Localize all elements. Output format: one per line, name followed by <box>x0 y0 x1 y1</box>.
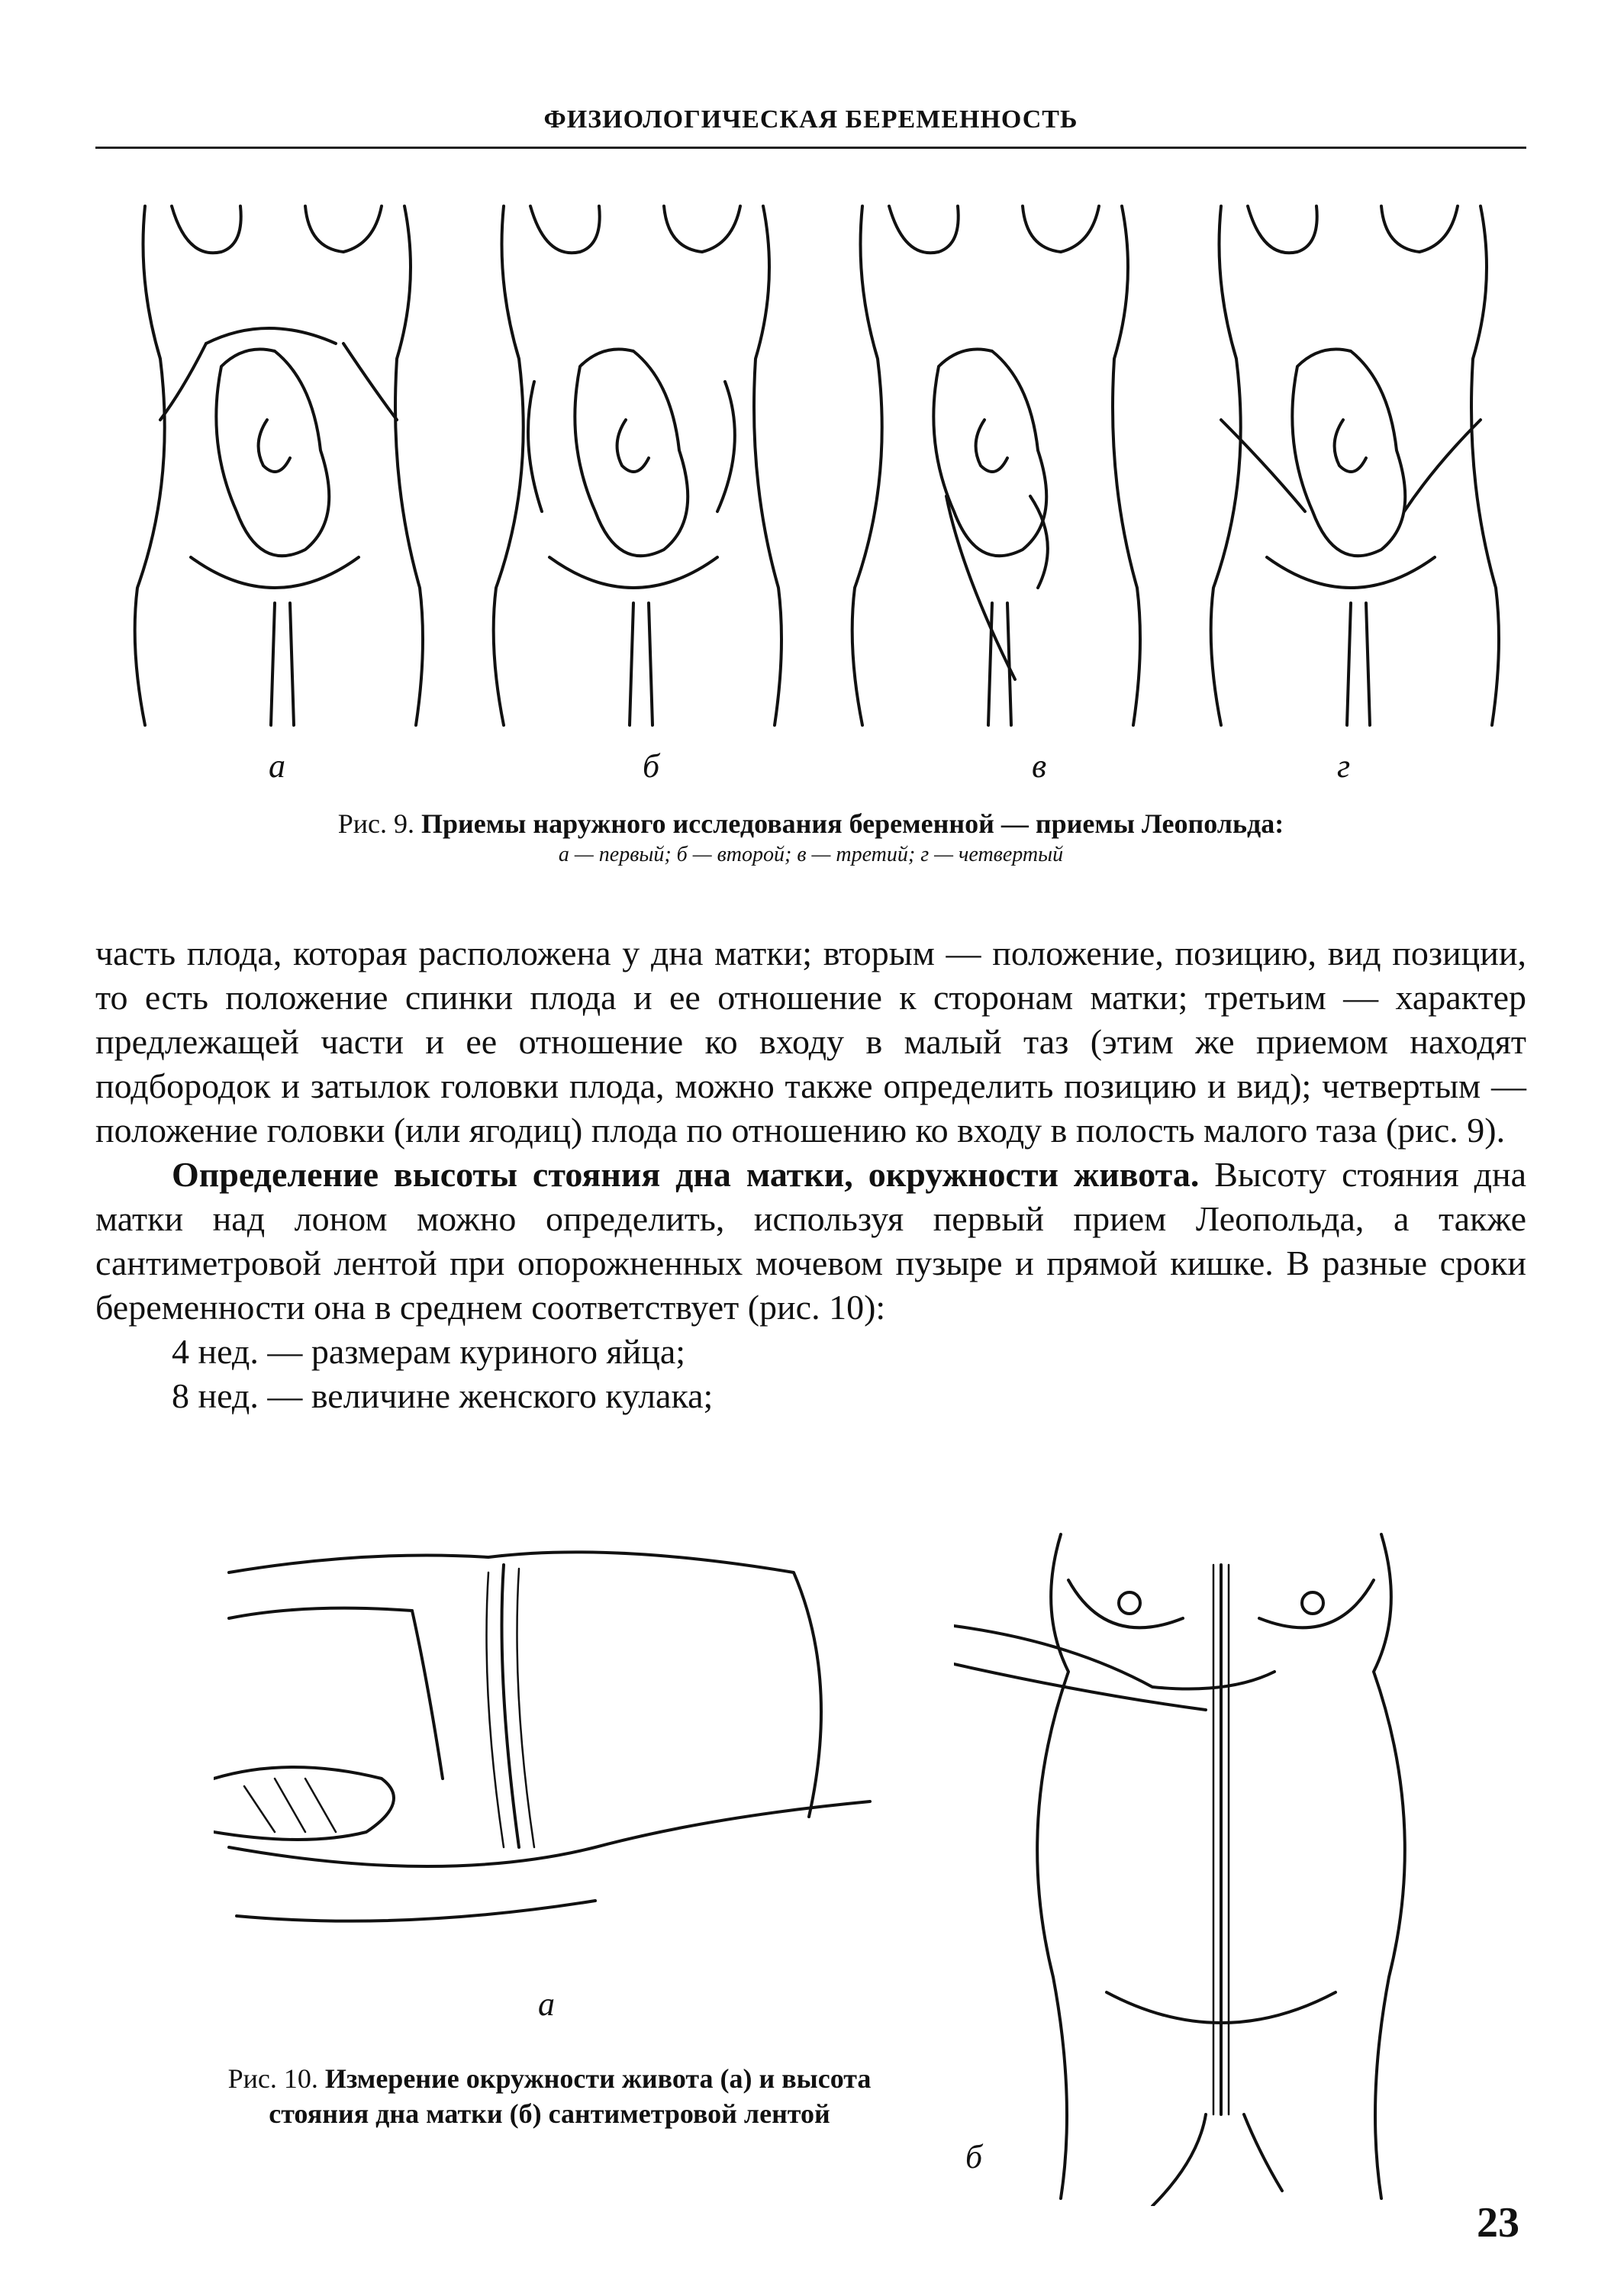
figure-10-caption-prefix: Рис. 10. <box>227 2063 318 2094</box>
figure-9-label-a: а <box>269 747 285 785</box>
paragraph-2-text: Высоту стояния дна матки над лоном можно определить, используя первый прием Леопольда, а также сантиметровой лентой при опорожненных мочевом пузыре и прямой кишке. В разные сроки беременности она в среднем соответствует (рис. 10): <box>95 1155 1527 1327</box>
figure-9-caption-detail: а — первый; б — второй; в — третий; г — четвертый <box>558 843 1064 866</box>
figure-10b-illustration <box>954 1519 1488 2206</box>
paragraph-2 <box>95 1153 1526 1330</box>
figure-10-label-a: а <box>538 1985 555 2023</box>
figure-9-label-g: г <box>1337 747 1351 785</box>
figure-10-caption <box>198 2061 901 2131</box>
figure-10-caption-title: Измерение окружности живота (а) и высота стояния дна матки (б) сантиметровой лентой <box>269 2063 872 2129</box>
leopold-drawing-b <box>494 206 781 725</box>
header-rule <box>95 147 1526 149</box>
body-text <box>95 931 1526 1418</box>
figure-10a-illustration <box>214 1527 885 1954</box>
figure-10-label-b: б <box>965 2138 983 2176</box>
list-item: 8 нед. — величине женского кулака; <box>172 1376 714 1415</box>
running-header: ФИЗИОЛОГИЧЕСКАЯ БЕРЕМЕННОСТЬ <box>543 105 1078 134</box>
figure-9-label-v: в <box>1032 747 1047 785</box>
figure-9-caption <box>95 808 1526 867</box>
leopold-drawing-a <box>135 206 423 725</box>
figure-9-caption-title: Приемы наружного исследования беременной — приемы Леопольда: <box>421 808 1284 839</box>
figure-9-caption-prefix: Рис. 9. <box>337 808 415 839</box>
list-item: 4 нед. — размерам куриного яйца; <box>172 1332 686 1371</box>
paragraph-2-heading: Определение высоты стояния дна матки, окружности живота. <box>172 1155 1200 1194</box>
paragraph-1: часть плода, которая расположена у дна матки; вторым — положение, позицию, вид позиции, то есть положение спинки плода и ее отношение к сторонам матки; третьим — характер предлежащей части и ее отношение ко входу в малый таз (этим же приемом находят подбородок и затылок головки плода, можно также определить позицию и вид); четвертым — положение головки (или ягодиц) плода по отношению ко входу в полость малого таза (рис. 9). <box>95 934 1526 1150</box>
figure-9-label-b: б <box>643 747 660 785</box>
figure-9-illustration <box>114 191 1526 756</box>
page-number: 23 <box>1477 2199 1519 2246</box>
leopold-drawing-g <box>1211 206 1499 725</box>
leopold-drawing-v <box>852 206 1140 725</box>
